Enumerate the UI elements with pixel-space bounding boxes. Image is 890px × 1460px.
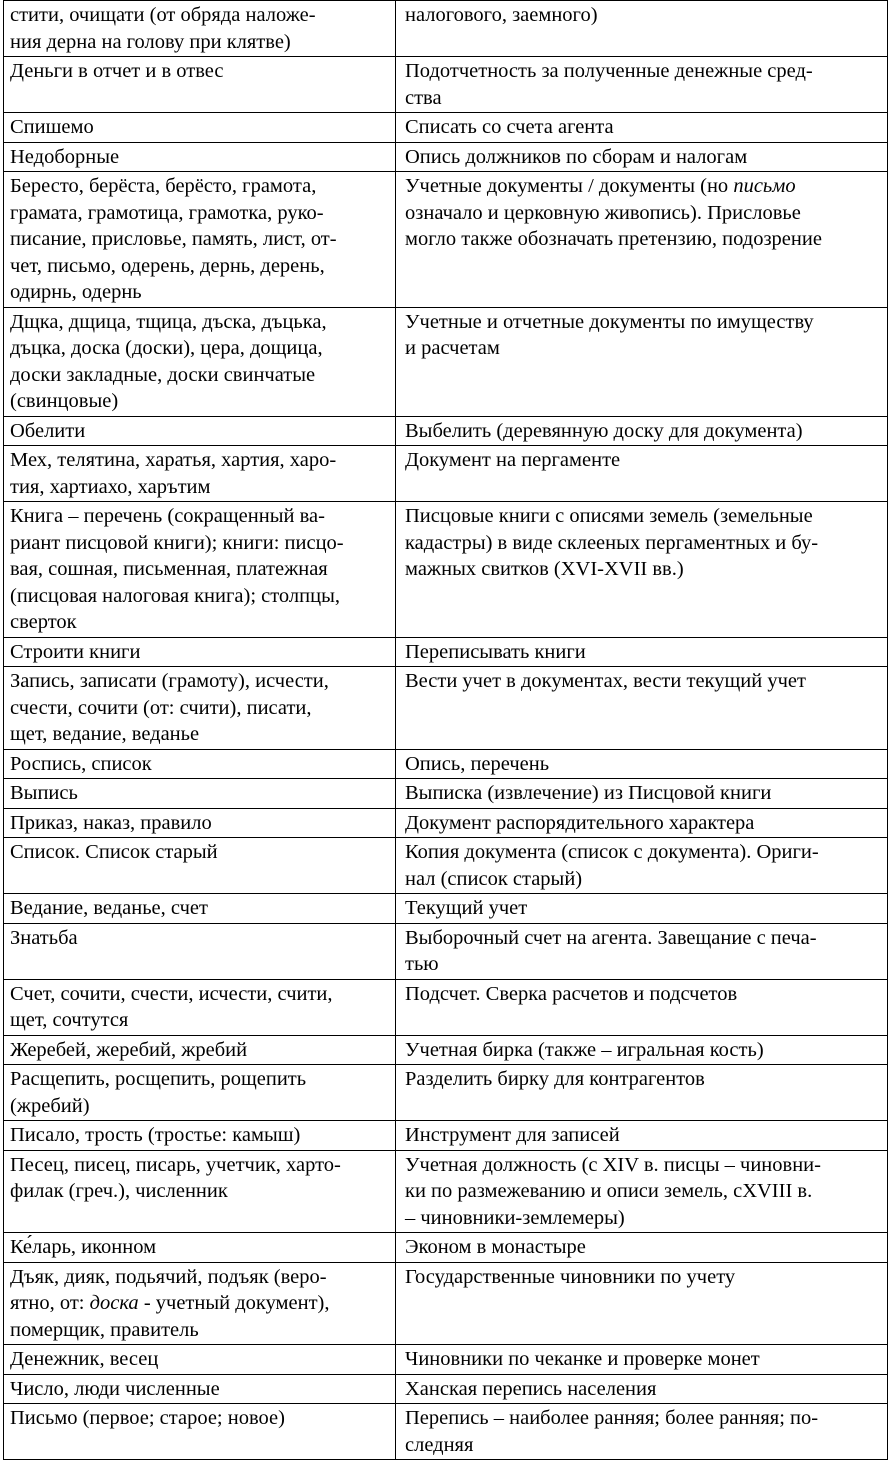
meaning-line: Выборочный счет на агента. Завещание с печа-	[405, 926, 817, 949]
table-row	[4, 416, 888, 446]
meaning-line: могло также обозначать претензию, подозрение	[405, 228, 822, 250]
term-cell	[4, 1404, 396, 1460]
term-line: Жеребей, жеребий, жребий	[10, 1038, 248, 1061]
term-line: Число, люди численные	[10, 1377, 220, 1400]
term-cell	[4, 307, 396, 416]
term-line: Роспись, список	[10, 752, 152, 775]
term-line: Деньги в отчет и в отвес	[10, 60, 224, 82]
meaning-line: Государственные чиновники по учету	[405, 1265, 736, 1288]
meaning-cell	[396, 749, 888, 779]
term-line: грамата, грамотица, грамотка, руко-	[10, 201, 324, 224]
term-cell	[4, 838, 396, 894]
term-line: Дъяк, дияк, подьячий, подъяк (веро-	[10, 1265, 327, 1288]
term-line: (писцовая налоговая книга); столпцы,	[10, 584, 340, 607]
term-line: (свинцовые)	[10, 390, 119, 412]
meaning-cell	[396, 779, 888, 809]
meaning-line: Учетная бирка (также – игральная кость)	[405, 1038, 764, 1061]
term-line: стити, очищати (от обряда наложе-	[10, 4, 316, 26]
table-row	[4, 1233, 888, 1263]
term-cell	[4, 1233, 396, 1263]
meaning-cell	[396, 1233, 888, 1263]
term-cell	[4, 1065, 396, 1121]
meaning-cell	[396, 57, 888, 113]
term-line: чет, письмо, одерень, дернь, дерень,	[10, 254, 325, 277]
term-cell	[4, 142, 396, 172]
table-row	[4, 142, 888, 172]
meaning-line: Копия документа (список с документа). Ориги-	[405, 841, 819, 863]
term-cell	[4, 1035, 396, 1065]
term-line: Ке́ларь, иконном	[10, 1236, 157, 1258]
term-line: Письмо (первое; старое; новое)	[10, 1407, 285, 1429]
term-line: померщик, правитель	[10, 1318, 199, 1341]
meaning-line: мажных свитков (XVI-XVII вв.)	[405, 558, 684, 580]
term-cell	[4, 1374, 396, 1404]
meaning-line: Подсчет. Сверка расчетов и подсчетов	[405, 982, 738, 1005]
term-line: Счет, сочити, счести, исчести, счити,	[10, 982, 333, 1005]
table-row	[4, 667, 888, 750]
term-line: Бересто, берёста, берёсто, грамота,	[10, 175, 317, 197]
term-line: Список. Список старый	[10, 841, 218, 863]
table-body	[4, 1, 888, 1460]
meaning-line: Учетная должность (с XIV в. писцы – чиновни-	[405, 1153, 821, 1176]
table-row	[4, 1065, 888, 1121]
term-cell	[4, 502, 396, 638]
term-line: Обелити	[10, 419, 86, 442]
meaning-line: Ханская перепись населения	[405, 1377, 657, 1400]
term-cell	[4, 667, 396, 750]
meaning-line: Списать со счета агента	[405, 116, 614, 138]
meaning-line: нал (список старый)	[405, 867, 583, 890]
table-row	[4, 894, 888, 924]
table-row	[4, 637, 888, 667]
table-row	[4, 1345, 888, 1375]
term-line: доски закладные, доски свинчатые	[10, 363, 316, 386]
meaning-line: ки по размежеванию и описи земель, сXVIII в.	[405, 1180, 813, 1202]
term-line: риант писцовой книги); книги: писцо-	[10, 531, 344, 554]
meaning-line: Писцовые книги с описями земель (земельные	[405, 505, 813, 527]
meaning-line: налогового, заемного)	[405, 4, 598, 26]
meaning-line: Переписывать книги	[405, 640, 586, 663]
term-line: Строити книги	[10, 640, 141, 663]
meaning-cell	[396, 1374, 888, 1404]
table-row	[4, 1262, 888, 1345]
table-row	[4, 1035, 888, 1065]
meaning-line: Подотчетность за полученные денежные сред-	[405, 60, 813, 82]
term-line: тия, хартиахо, харътим	[10, 475, 211, 498]
term-cell	[4, 808, 396, 838]
table-row	[4, 923, 888, 979]
meaning-cell	[396, 979, 888, 1035]
meaning-line: Опись, перечень	[405, 752, 550, 775]
table-row	[4, 1121, 888, 1151]
term-line: дъцка, доска (доски), цера, дощица,	[10, 337, 323, 359]
meaning-cell	[396, 1035, 888, 1065]
term-line: Знатьба	[10, 926, 78, 949]
meaning-line: Учетные документы / документы (но письмо	[405, 175, 796, 197]
meaning-cell	[396, 502, 888, 638]
table-row	[4, 446, 888, 502]
meaning-line: и расчетам	[405, 337, 500, 359]
table-row	[4, 1150, 888, 1233]
meaning-line: Учетные и отчетные документы по имуществу	[405, 310, 814, 333]
term-cell	[4, 57, 396, 113]
table-row	[4, 113, 888, 143]
meaning-cell	[396, 1345, 888, 1375]
table-row	[4, 749, 888, 779]
table-row	[4, 502, 888, 638]
meaning-line: Текущий учет	[405, 897, 528, 919]
meaning-line: Разделить бирку для контрагентов	[405, 1068, 705, 1090]
term-cell	[4, 749, 396, 779]
meaning-cell	[396, 1150, 888, 1233]
term-cell	[4, 1, 396, 57]
meaning-cell	[396, 923, 888, 979]
meaning-cell	[396, 894, 888, 924]
meaning-cell	[396, 416, 888, 446]
meaning-cell	[396, 1, 888, 57]
meaning-line: следняя	[405, 1433, 474, 1456]
term-line: сверток	[10, 611, 77, 633]
term-cell	[4, 446, 396, 502]
meaning-cell	[396, 1065, 888, 1121]
meaning-cell	[396, 667, 888, 750]
italic-term: доска	[89, 1292, 139, 1314]
term-cell	[4, 979, 396, 1035]
term-line: Мех, телятина, харатья, хартия, харо-	[10, 449, 337, 471]
italic-term: письмо	[733, 175, 796, 197]
table-row	[4, 1404, 888, 1460]
meaning-line: Чиновники по чеканке и проверке монет	[405, 1348, 760, 1370]
term-line: Дщка, дщица, тщица, дъска, дъцька,	[10, 310, 327, 333]
table-row	[4, 779, 888, 809]
terminology-table	[3, 0, 888, 1460]
meaning-line: Документ распорядительного характера	[405, 811, 755, 834]
meaning-line: Документ на пергаменте	[405, 449, 621, 471]
term-line: Выпись	[10, 782, 78, 804]
term-line: ятно, от: доска - учетный документ),	[10, 1292, 330, 1314]
meaning-cell	[396, 113, 888, 143]
meaning-line: Выбелить (деревянную доску для документа)	[405, 419, 803, 442]
table-row	[4, 838, 888, 894]
term-cell	[4, 1150, 396, 1233]
meaning-cell	[396, 838, 888, 894]
meaning-cell	[396, 637, 888, 667]
term-line: Приказ, наказ, правило	[10, 811, 212, 834]
table-row	[4, 979, 888, 1035]
meaning-line: Инструмент для записей	[405, 1124, 620, 1146]
term-line: щет, ведание, веданье	[10, 723, 200, 745]
meaning-cell	[396, 172, 888, 308]
term-line: Спишемо	[10, 116, 94, 138]
term-cell	[4, 894, 396, 924]
meaning-line: кадастры) в виде склееных пергаментных и бу-	[405, 531, 819, 554]
table-row	[4, 1374, 888, 1404]
meaning-cell	[396, 1404, 888, 1460]
term-line: Писало, трость (тростье: камыш)	[10, 1124, 301, 1146]
term-line: писание, присловье, память, лист, от-	[10, 228, 337, 250]
term-line: счести, сочити (от: счити), писати,	[10, 696, 312, 719]
term-cell	[4, 1121, 396, 1151]
table-row	[4, 172, 888, 308]
term-line: Расщепить, росщепить, рощепить	[10, 1068, 307, 1090]
table-row	[4, 1, 888, 57]
term-cell	[4, 779, 396, 809]
term-line: Ведание, веданье, счет	[10, 897, 208, 919]
meaning-cell	[396, 1121, 888, 1151]
meaning-line: Опись должников по сборам и налогам	[405, 145, 748, 168]
meaning-line: Выписка (извлечение) из Писцовой книги	[405, 782, 772, 804]
table-row	[4, 808, 888, 838]
term-cell	[4, 637, 396, 667]
term-line: вая, сошная, письменная, платежная	[10, 558, 328, 580]
term-line: Денежник, весец	[10, 1348, 159, 1370]
term-line: (жребий)	[10, 1094, 90, 1117]
term-line: ния дерна на голову при клятве)	[10, 30, 291, 53]
term-line: Книга – перечень (сокращенный ва-	[10, 505, 325, 527]
meaning-line: Эконом в монастыре	[405, 1236, 586, 1258]
term-line: Недоборные	[10, 145, 120, 168]
term-line: одирнь, одернь	[10, 281, 142, 303]
table-row	[4, 57, 888, 113]
term-line: филак (греч.), численник	[10, 1180, 228, 1202]
meaning-cell	[396, 808, 888, 838]
meaning-line: Перепись – наиболее ранняя; более ранняя; по-	[405, 1407, 819, 1429]
term-cell	[4, 923, 396, 979]
term-line: Песец, писец, писарь, учетчик, харто-	[10, 1153, 341, 1176]
term-line: Запись, записати (грамоту), исчести,	[10, 670, 329, 692]
term-cell	[4, 1345, 396, 1375]
meaning-line: тью	[405, 953, 439, 975]
term-cell	[4, 113, 396, 143]
meaning-cell	[396, 142, 888, 172]
term-cell	[4, 172, 396, 308]
term-line: щет, сочтутся	[10, 1009, 129, 1031]
term-cell	[4, 1262, 396, 1345]
meaning-line: Вести учет в документах, вести текущий учет	[405, 670, 806, 692]
meaning-line: ства	[405, 86, 442, 109]
meaning-cell	[396, 1262, 888, 1345]
meaning-line: означало и церковную живопись). Присловье	[405, 201, 801, 224]
term-cell	[4, 416, 396, 446]
meaning-cell	[396, 446, 888, 502]
meaning-line: – чиновники-землемеры)	[405, 1206, 625, 1229]
table-row	[4, 307, 888, 416]
meaning-cell	[396, 307, 888, 416]
